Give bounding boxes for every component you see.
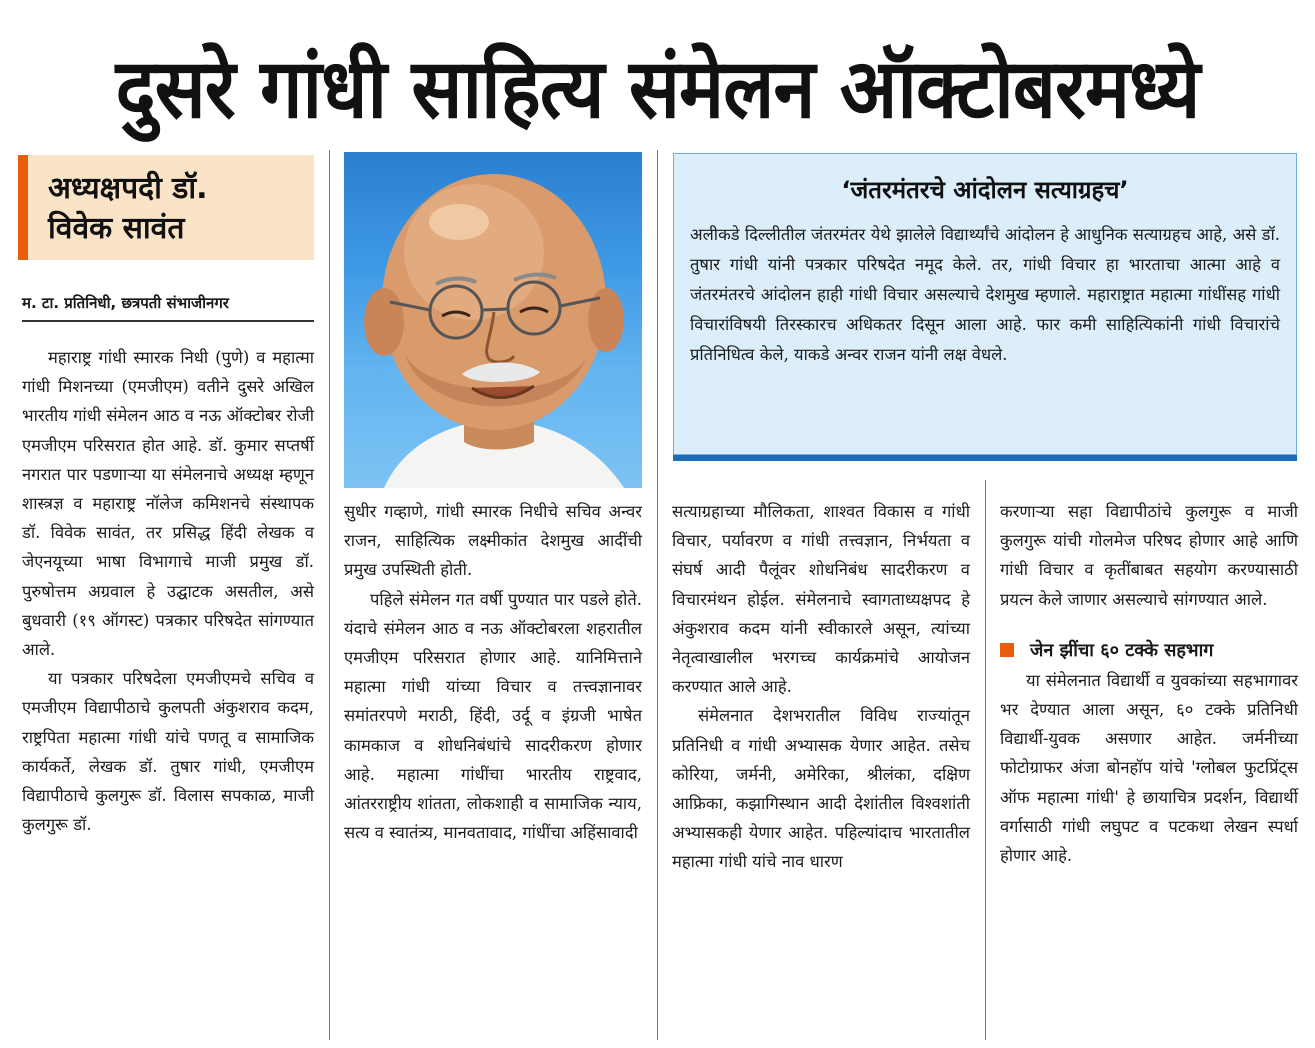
column-4-paragraph-1: करणाऱ्या सहा विद्यापीठांचे कुलगुरू व माजी कुलगुरू यांची गोलमेज परिषद होणार आहे आणि गांधी विचार व कृतींबाबत सहयोग करण्यासाठी प्रयत्न केले जाणार असल्याचे सांगण्यात आले. [1000,502,1298,609]
gandhi-portrait-illustration [344,152,642,488]
column-4-paragraph-2: या संमेलनात विद्यार्थी व युवकांच्या सहभागावर भर देण्यात आला असून, ६० टक्के प्रतिनिधी विद्यार्थी-युवक असणार आहेत. जर्मनीच्या फोटोग्राफर अंजा बोनहॉप यांचे 'ग्लोबल फुटप्रिंट्स ऑफ महात्मा गांधी' हे छायाचित्र प्रदर्शन, विद्यार्थी वर्गासाठी गांधी लघुपट व पटकथा लेखन स्पर्धा होणार आहे. [1000,670,1298,866]
column-2-paragraph-2: पहिले संमेलन गत वर्षी पुण्यात पार पडले होते. यंदाचे संमेलन आठ व नऊ ऑक्टोबरला शहरातील एमजीएम परिसरात होणार आहे. यानिमित्ताने महात्मा गांधी यांच्या विचार व तत्त्वज्ञानावर समांतरपणे मराठी, हिंदी, उर्दू व इंग्रजी भाषेत कामकाज व शोधनिबंधांचे सादरीकरण होणार आहे. महात्मा गांधींचा भारतीय राष्ट्रवाद, आंतरराष्ट्रीय शांतता, लोकशाही व सामाजिक न्याय, सत्य व स्वातंत्र्य, मानवतावाद, गांधींचा अहिंसावादी [344,589,642,843]
sidebar-body: अलीकडे दिल्लीतील जंतरमंतर येथे झालेले विद्यार्थ्यांचे आंदोलन हे आधुनिक सत्याग्रहच आहे, असे डॉ. तुषार गांधी यांनी पत्रकार परिषदेत नमूद केले. तर, गांधी विचार हा भारताचा आत्मा आहे व जंतरमंतरचे आंदोलन हाही गांधी विचार असल्याचे देशमुख म्हणाले. महाराष्ट्रात महात्मा गांधींसह गांधी विचारांविषयी तिरस्कारच अधिकतर दिसून आला आहे. फार कमी साहित्यिकांनी गांधी विचारांचे प्रतिनिधित्व केले, याकडे अन्वर राजन यांनी लक्ष वेधले. [690,225,1280,364]
byline: म. टा. प्रतिनिधी, छत्रपती संभाजीनगर [22,292,314,322]
column-4-subhead-text: जेन झींचा ६० टक्के सहभाग [1030,639,1214,661]
subhead-line-1: अध्यक्षपदी डॉ. [48,171,208,206]
headline: दुसरे गांधी साहित्य संमेलन ऑक्टोबरमध्ये [115,42,1200,137]
orange-square-bullet-icon [1000,643,1014,657]
subhead-box [18,155,314,260]
column-4-subhead [1000,636,1298,666]
sidebar-bottom-bar [673,455,1297,461]
column-3-paragraph-1: सत्याग्रहाच्या मौलिकता, शाश्वत विकास व गांधी विचार, पर्यावरण व गांधी तत्त्वज्ञान, निर्भयता व संघर्ष आदी पैलूंवर शोधनिबंध सादरीकरण व विचारमंथन होईल. संमेलनाचे स्वागताध्यक्षपद हे अंकुशराव कदम यांनी स्वीकारले असून, त्यांच्या नेतृत्वाखालील भरगच्च कार्यक्रमांचे आयोजन करण्यात आले आहे. [672,502,970,697]
column-3 [672,497,970,877]
column-rule-3 [985,480,986,1040]
sidebar-title: ‘जंतरमंतरचे आंदोलन सत्याग्रहच’ [841,176,1129,204]
column-2-paragraph-1: सुधीर गव्हाणे, गांधी स्मारक निधीचे सचिव अन्वर राजन, साहित्यिक लक्ष्मीकांत देशमुख आदींची प्रमुख उपस्थिती होती. [344,502,642,580]
gandhi-portrait-image [344,152,642,488]
column-2 [344,497,642,847]
column-4 [1000,497,1298,870]
column-1-paragraph-1: महाराष्ट्र गांधी स्मारक निधी (पुणे) व महात्मा गांधी मिशनच्या (एमजीएम) वतीने दुसरे अखिल भारतीय गांधी संमेलन आठ व नऊ ऑक्टोबर रोजी एमजीएम परिसरात होत आहे. डॉ. कुमार सप्तर्षी नगरात पार पडणाऱ्या या संमेलनाचे अध्यक्ष म्हणून शास्त्रज्ञ व महाराष्ट्र नॉलेज कमिशनचे संस्थापक डॉ. विवेक सावंत, तर प्रसिद्ध हिंदी लेखक व जेएनयूच्या भाषा विभागाचे माजी प्रमुख डॉ. पुरुषोत्तम अग्रवाल हे उद्घाटक असतील, असे बुधवारी (१९ ऑगस्ट) पत्रकार परिषदेत सांगण्यात आले. [22,348,314,660]
column-rule-1 [329,150,330,1040]
sidebar-box [673,153,1297,455]
subhead-line-2: विवेक सावंत [48,211,185,246]
column-1-paragraph-2: या पत्रकार परिषदेला एमजीएमचे सचिव व एमजीएम विद्यापीठाचे कुलपती अंकुशराव कदम, राष्ट्रपिता महात्मा गांधी यांचे पणतू व सामाजिक कार्यकर्ते, लेखक डॉ. तुषार गांधी, एमजीएम विद्यापीठाचे कुलगुरू डॉ. विलास सपकाळ, माजी कुलगुरू डॉ. [22,669,314,835]
column-1 [22,343,314,839]
column-rule-2 [657,150,658,1040]
column-3-paragraph-2: संमेलनात देशभरातील विविध राज्यांतून प्रतिनिधी व गांधी अभ्यासक येणार आहेत. तसेच कोरिया, जर्मनी, अमेरिका, श्रीलंका, दक्षिण आफ्रिका, कझागिस्थान आदी देशांतील विश्वशांती अभ्यासकही येणार आहेत. पहिल्यांदाच भारतातील महात्मा गांधी यांचे नाव धारण [672,706,970,872]
